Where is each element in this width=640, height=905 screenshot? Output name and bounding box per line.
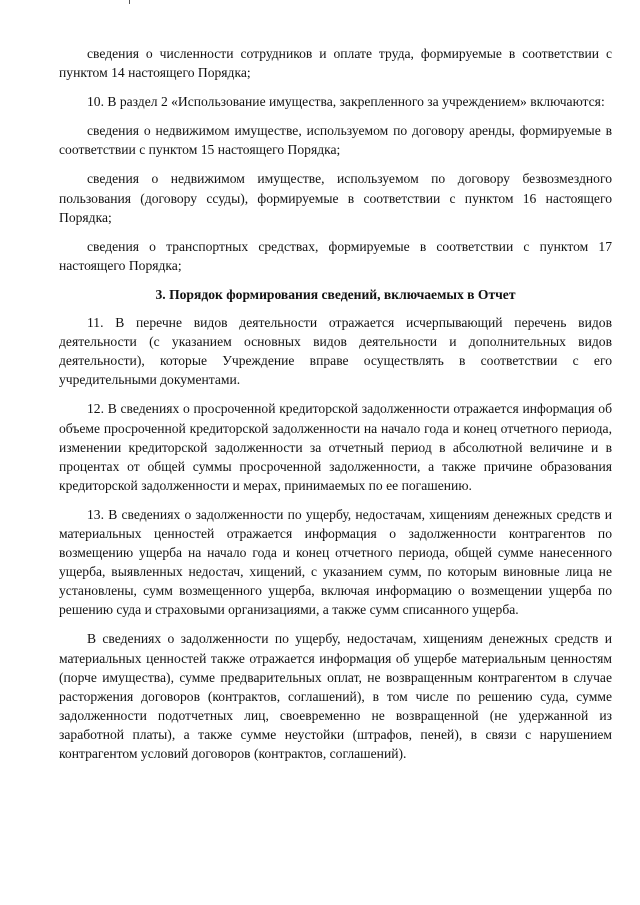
section-heading: 3. Порядок формирования сведений, включаемых в Отчет (155, 286, 516, 302)
paragraph-rent-property: сведения о недвижимом имуществе, используемом по договору аренды, формируемые в соответствии с пунктом 15 настоящего Порядка; (59, 123, 612, 158)
paragraph-staff-info: сведения о численности сотрудников и оплате труда, формируемые в соответствии с пунктом 14 настоящего Порядка; (59, 46, 612, 81)
scan-mark (129, 0, 130, 4)
paragraph-item-13: 13. В сведениях о задолженности по ущербу, недостачам, хищениям денежных средств и материальных ценностей отражается информация о задолженности контрагентов по возмещению ущерба на начало года и конец отчетного периода, общей сумме нанесенного ущерба, выявленных недостач, хищений, с указанием сумм, по которым виновные лица не установлены, сумм возмещенного ущерба, включая информацию о возмещении ущерба по решению суда и страховыми организациями, а также сумм списанного ущерба. (59, 506, 612, 618)
paragraph-free-use-property: сведения о недвижимом имуществе, используемом по договору безвозмездного пользования (договору ссуды), формируемые в соответствии с пунктом 16 настоящего Порядка; (59, 171, 612, 225)
paragraph-item-11: 11. В перечне видов деятельности отражается исчерпывающий перечень видов деятельности (с указанием основных видов деятельности и дополнительных видов деятельности), которые Учреждение вправе осуществлять в соответствии с его учредительными документами. (59, 315, 612, 388)
paragraph-damage-info: В сведениях о задолженности по ущербу, недостачам, хищениям денежных средств и материальных ценностей также отражается информация об ущербе материальным ценностям (порче имущества), сумме предварительных оплат, не возвращенным контрагентом в случае расторжения договоров (контрактов, соглашений), в том числе по решению суда, сумме задолженности подотчетных лиц, своевременно не возвращенной (не удержанной из заработной платы), а также сумме неустойки (штрафов, пеней), в связи с нарушением контрагентом условий договоров (контрактов, соглашений). (59, 631, 612, 761)
paragraph-vehicles: сведения о транспортных средствах, формируемые в соответствии с пунктом 17 настоящего Порядка; (59, 238, 612, 273)
paragraph-item-10: 10. В раздел 2 «Использование имущества, закрепленного за учреждением» включаются: (87, 94, 605, 110)
document-page (59, 44, 612, 773)
paragraph-item-12: 12. В сведениях о просроченной кредиторской задолженности отражается информация об объеме просроченной кредиторской задолженности на начало года и конец отчетного периода, изменении кредиторской задолженности за отчетный период в абсолютной величине и в процентах от общей суммы просроченной задолженности, а также причине образования кредиторской задолженности и мерах, принимаемых по ее погашению. (59, 401, 612, 493)
